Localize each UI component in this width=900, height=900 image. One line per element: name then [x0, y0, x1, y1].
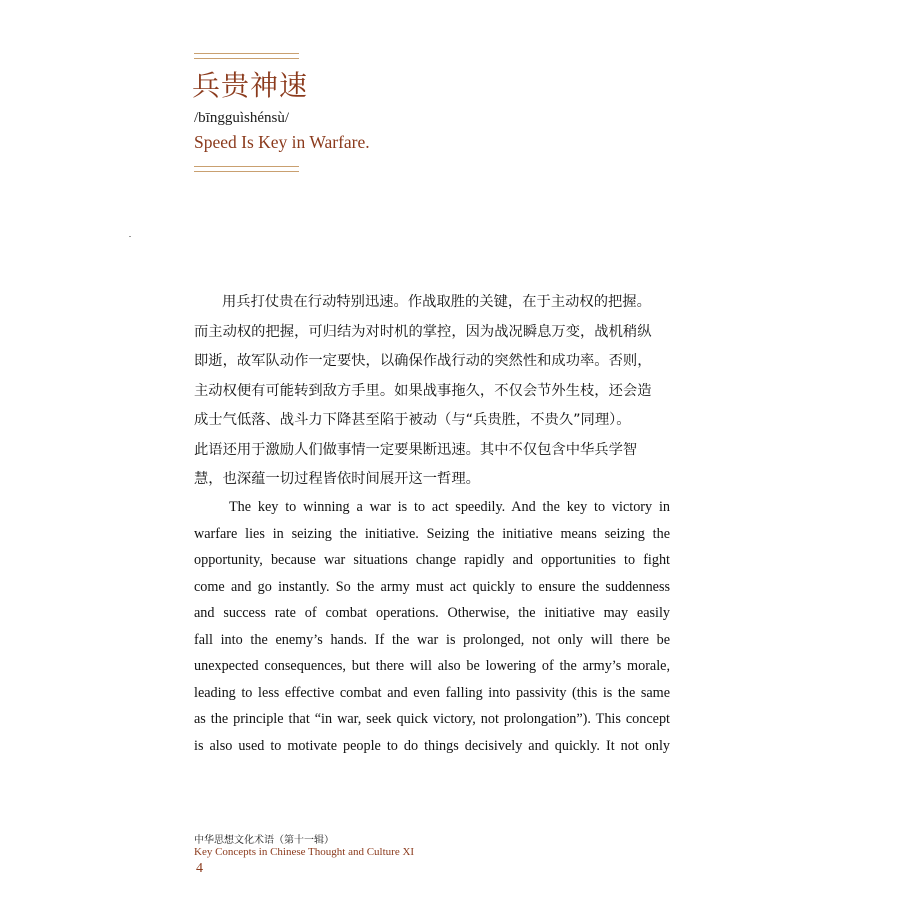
english-line: warfare lies in seizing the initiative. Seizing the initiative means seizing the [194, 525, 670, 542]
decorative-rule-top [194, 53, 299, 59]
chinese-line: 用兵打仗贵在行动特别迅速。作战取胜的关键，在于主动权的把握。 [222, 294, 651, 310]
chinese-line: 成士气低落、战斗力下降甚至陷于被动（与“兵贵胜，不贵久”同理）。 [194, 412, 631, 428]
page-number: 4 [196, 861, 203, 876]
decorative-rule-bottom [194, 166, 299, 172]
term-pinyin: /bīngguìshénsù/ [194, 110, 290, 126]
english-line: opportunity, because war situations change rapidly and opportunities to fight [194, 552, 670, 568]
chinese-line: 即逝，故军队动作一定要快，以确保作战行动的突然性和成功率。否则， [194, 353, 652, 369]
english-line: unexpected consequences, but there will also be lowering of the army’s morale, [194, 658, 670, 674]
chinese-paragraph [194, 288, 670, 495]
english-line: The key to winning a war is to act speedily. And the key to victory in [229, 499, 670, 515]
term-title-chinese: 兵贵神速 [192, 69, 309, 102]
english-line: fall into the enemy’s hands. If the war is prolonged, not only will there be [194, 631, 670, 648]
english-line: as the principle that “in war, seek quick victory, not prolongation”). This concept [194, 711, 670, 727]
english-paragraph [194, 494, 670, 759]
chinese-line: 此语还用于激励人们做事情一定要果断迅速。其中不仅包含中华兵学智 [194, 441, 638, 458]
english-line: leading to less effective combat and even falling into passivity (this is the same [194, 684, 670, 701]
series-title-chinese: 中华思想文化术语（第十一辑） [194, 835, 334, 846]
english-line: is also used to motivate people to do things decisively and quickly. It not only [194, 737, 670, 754]
chinese-line: 慧，也深蕴一切过程皆依时间展开这一哲理。 [194, 471, 480, 487]
english-line: and success rate of combat operations. Otherwise, the initiative may easily [194, 605, 670, 621]
chinese-line: 而主动权的把握，可归结为对时机的掌控，因为战况瞬息万变，战机稍纵 [194, 323, 652, 340]
print-speck [129, 236, 131, 237]
chinese-line: 主动权便有可能转到敌方手里。如果战事拖久，不仅会节外生枝，还会造 [194, 382, 652, 399]
english-line: come and go instantly. So the army must act quickly to ensure the suddenness [194, 578, 670, 595]
term-title-english: Speed Is Key in Warfare. [194, 132, 370, 152]
series-title-english: Key Concepts in Chinese Thought and Culture XI [194, 846, 415, 858]
